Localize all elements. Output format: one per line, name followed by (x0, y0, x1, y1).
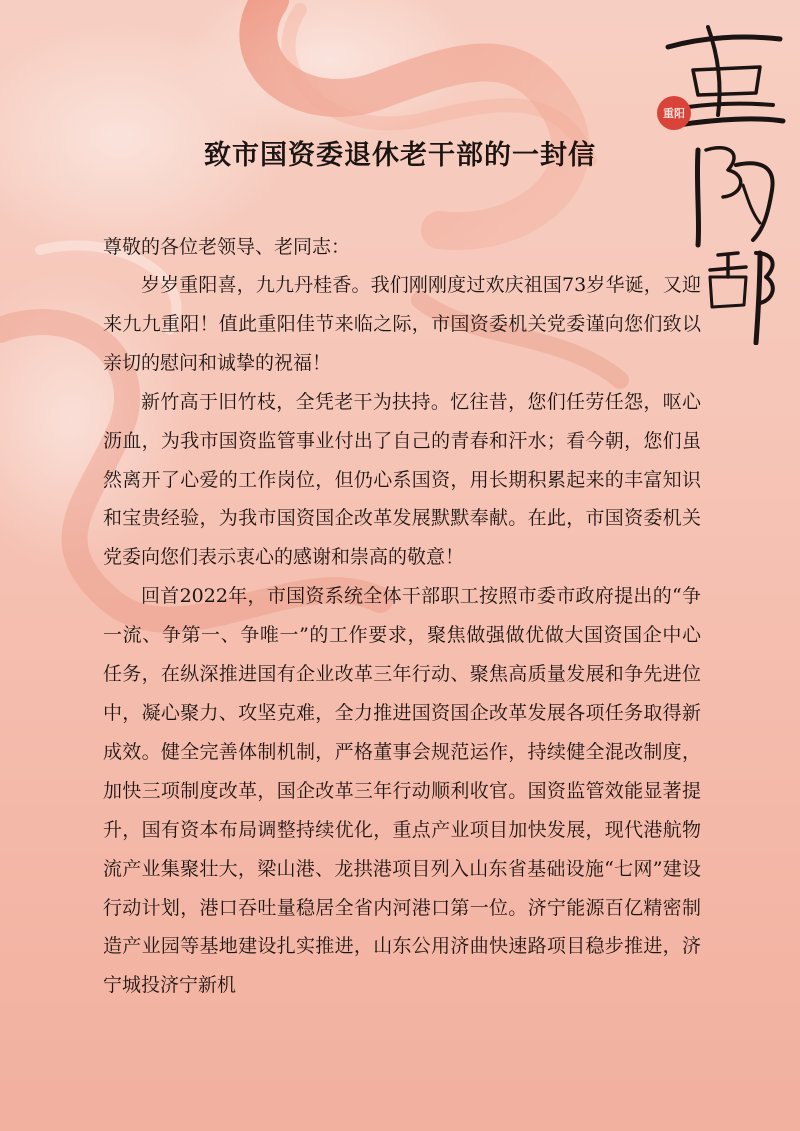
letter-body (103, 228, 701, 1005)
chongyang-seal (657, 96, 691, 130)
letter-salutation: 尊敬的各位老领导、老同志： (103, 236, 351, 258)
letter-paragraph-3: 回首2022年，市国资系统全体干部职工按照市委市政府提出的“争一流、争第一、争唯一”的工作要求，聚焦做强做优做大国资国企中心任务，在纵深推进国有企业改革三年行动、聚焦高质量发展和争先进位中，凝心聚力、攻坚克难，全力推进国资国企改革发展各项任务取得新成效。健全完善体制机制，严格董事会规范运作，持续健全混改制度，加快三项制度改革，国企改革三年行动顺利收官。国资监管效能显著提升，国有资本布局调整持续优化，重点产业项目加快发展，现代港航物流产业集聚壮大，梁山港、龙拱港项目列入山东省基础设施“七网”建设行动计划，港口吞吐量稳居全省内河港口第一位。济宁能源百亿精密制造产业园等基地建设扎实推进，山东公用济曲快速路项目稳步推进，济宁城投济宁新机 (103, 585, 701, 997)
letter-title: 致市国资委退休老干部的一封信 (204, 140, 596, 171)
letter-paragraph-1: 岁岁重阳喜，九九丹桂香。我们刚刚度过欢庆祖国73岁华诞，又迎来九九重阳！值此重阳佳节来临之际，市国资委机关党委谨向您们致以亲切的慰问和诚挚的祝福！ (103, 274, 701, 374)
seal-text: 重阳 (663, 106, 685, 120)
letter-paragraph-2: 新竹高于旧竹枝，全凭老干为扶持。忆往昔，您们任劳任怨，呕心沥血，为我市国资监管事业付出了自己的青春和汗水；看今朝，您们虽然离开了心爱的工作岗位，但仍心系国资，用长期积累起来的丰富知识和宝贵经验，为我市国资国企改革发展默默奉献。在此，市国资委机关党委向您们表示衷心的感谢和崇高的敬意！ (103, 390, 701, 569)
